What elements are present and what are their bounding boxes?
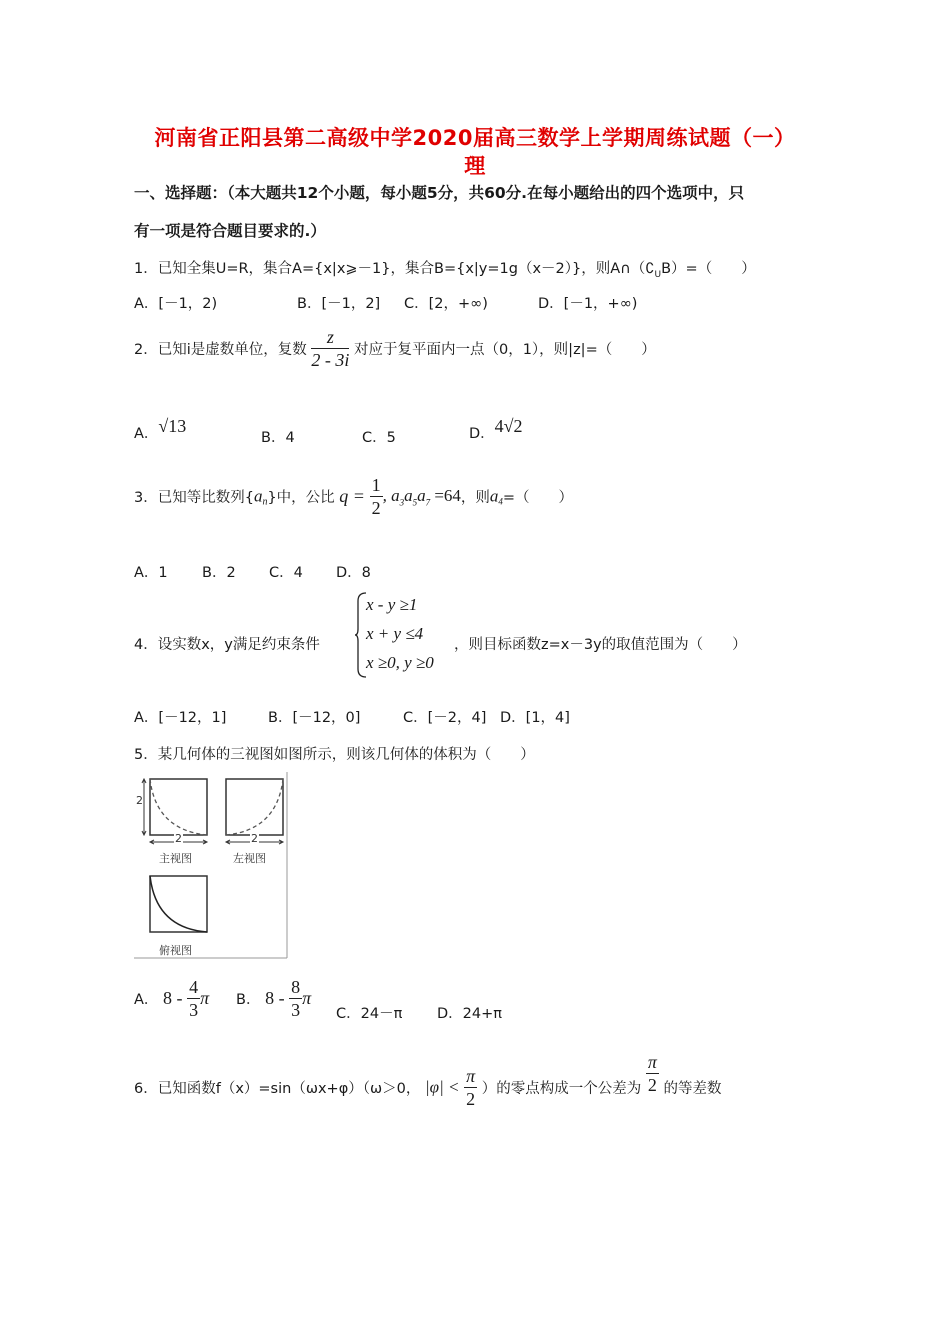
document-title: 河南省正阳县第二高级中学2020届高三数学上学期周练试题（一） xyxy=(154,126,796,150)
q5-a-label: A． xyxy=(134,992,159,1008)
q5-a-num: 4 xyxy=(189,977,199,997)
q2-frac-num: z xyxy=(311,326,349,349)
q3-product xyxy=(382,485,461,508)
question-6 xyxy=(134,1052,722,1110)
q6-stem-mid: ）的零点构成一个公差为 xyxy=(481,1081,642,1097)
q3-option-d: D．8 xyxy=(336,565,371,581)
q3-sub-5: 5 xyxy=(412,497,418,508)
q4-stem-pre: 4．设实数x，y满足约束条件 xyxy=(134,637,320,653)
q3-a7: a xyxy=(417,485,426,505)
q2-option-d xyxy=(469,416,523,443)
q3-sub-7: 7 xyxy=(425,497,431,508)
q3-option-b: B．2 xyxy=(202,565,236,581)
q2-fraction xyxy=(311,326,349,371)
q3-q-den: 2 xyxy=(371,498,381,518)
q3-a3: , a xyxy=(382,485,400,505)
q5-a-whole: 8 - xyxy=(163,988,183,1008)
question-1 xyxy=(134,257,756,280)
question-5: 5．某几何体的三视图如图所示，则该几何体的体积为（ ） xyxy=(134,747,535,763)
q1-option-a: A．[－1，2) xyxy=(134,296,218,312)
section-heading: 一、选择题：（本大题共12个小题，每小题5分，共60分.在每小题给出的四个选项中，只 xyxy=(134,184,745,202)
q5-b-pi: π xyxy=(302,988,312,1008)
q5-b-fraction xyxy=(289,976,302,1021)
q5-b-label: B． xyxy=(236,992,261,1008)
q4-constraint-3: x ≥0, y ≥0 xyxy=(366,653,434,672)
q5-a-pi: π xyxy=(200,988,210,1008)
q6-pi-b: π xyxy=(647,1052,657,1072)
side-view-label: 左视图 xyxy=(233,852,266,865)
q3-a4: a xyxy=(489,486,499,506)
q2-stem-pre: 2．已知i是虚数单位，复数 xyxy=(134,342,307,358)
q3-an: a xyxy=(253,486,263,506)
q2-stem-post: 对应于复平面内一点（0，1），则|z|=（ ） xyxy=(353,342,656,358)
q1-option-b: B．[－1，2] xyxy=(297,296,381,312)
q6-two-a: 2 xyxy=(466,1089,476,1109)
q4-constraint-2: x + y ≤4 xyxy=(366,624,424,643)
q3-q-num: 1 xyxy=(371,475,381,495)
section-heading-cont: 有一项是符合题目要求的.） xyxy=(134,222,326,240)
document-title-suffix: 理 xyxy=(464,154,486,178)
q2-frac-den: 2 - 3i xyxy=(311,350,350,370)
q6-pi-over-2-a xyxy=(464,1065,477,1110)
question-3 xyxy=(134,474,573,519)
q3-equals: =64 xyxy=(430,485,461,505)
q2-option-a xyxy=(134,416,187,443)
q5-a-fraction xyxy=(187,976,200,1021)
q1-sub: U xyxy=(654,269,662,280)
q2-option-c: C．5 xyxy=(362,430,396,446)
q1-option-d: D．[－1，+∞) xyxy=(538,296,638,312)
q3-q-lhs: q = xyxy=(339,486,365,506)
q5-b-num: 8 xyxy=(291,977,301,997)
q2-option-a-label: A． xyxy=(134,426,159,442)
q4-stem-post: ，则目标函数z=x－3y的取值范围为（ ） xyxy=(454,637,747,653)
q3-option-a: A．1 xyxy=(134,565,168,581)
q5-b-den: 3 xyxy=(291,1000,301,1020)
q6-two-b: 2 xyxy=(647,1075,657,1095)
q2-option-a-value: √13 xyxy=(158,416,187,436)
three-view-figure xyxy=(134,772,290,960)
q2-option-b: B．4 xyxy=(261,430,295,446)
q4-option-c: C．[－2，4] xyxy=(403,710,487,726)
q3-option-c: C．4 xyxy=(269,565,303,581)
q3-q-fraction xyxy=(370,474,383,519)
top-view-label: 俯视图 xyxy=(159,944,192,957)
q1-option-c: C．[2，+∞) xyxy=(404,296,488,312)
front-view-height-label: 2 xyxy=(136,794,143,807)
side-view-width-label: 2 xyxy=(251,832,258,845)
q1-stem: 1．已知全集U=R，集合A={x|x⩾－1}，集合B={x|y=1g（x－2）}，则A∩（∁ xyxy=(134,261,655,277)
front-view-label: 主视图 xyxy=(159,852,192,865)
q4-option-a: A．[－12，1] xyxy=(134,710,227,726)
q5-b-whole: 8 - xyxy=(265,988,285,1008)
q3-stem-post: ，则 xyxy=(460,490,490,506)
q4-option-d: D．[1，4] xyxy=(500,710,570,726)
q3-sub-4: 4 xyxy=(498,496,503,507)
q1-tail: B）=（ ） xyxy=(661,261,756,277)
q3-stem-mid: }中，公比 xyxy=(267,490,335,506)
q6-stem-post: 的等差数 xyxy=(663,1081,722,1097)
front-view-width-label: 2 xyxy=(175,832,182,845)
q3-sub-3: 3 xyxy=(399,497,405,508)
q6-phi: |φ| < xyxy=(425,1077,460,1097)
q2-option-d-label: D． xyxy=(469,426,495,442)
q5-option-c: C．24－π xyxy=(336,1006,403,1022)
q3-an-sub: n xyxy=(262,496,268,508)
q2-option-d-value: 4√2 xyxy=(494,416,523,436)
q3-a5: a xyxy=(404,485,413,505)
q5-a-den: 3 xyxy=(189,1000,199,1020)
question-2 xyxy=(134,326,656,371)
q4-option-b: B．[－12，0] xyxy=(268,710,361,726)
q3-stem-pre: 3．已知等比数列{ xyxy=(134,490,254,506)
q6-stem-pre: 6．已知函数f（x）=sin（ωx+φ）（ω＞0， xyxy=(134,1081,421,1097)
q3-tail: =（ ） xyxy=(502,490,574,506)
q5-option-b xyxy=(236,976,311,1021)
q6-pi-over-2-b xyxy=(646,1051,659,1096)
q6-pi-a: π xyxy=(466,1066,476,1086)
q5-option-a xyxy=(134,976,209,1021)
q4-constraint-1: x - y ≥1 xyxy=(366,595,418,614)
q5-option-d: D．24+π xyxy=(437,1006,502,1022)
